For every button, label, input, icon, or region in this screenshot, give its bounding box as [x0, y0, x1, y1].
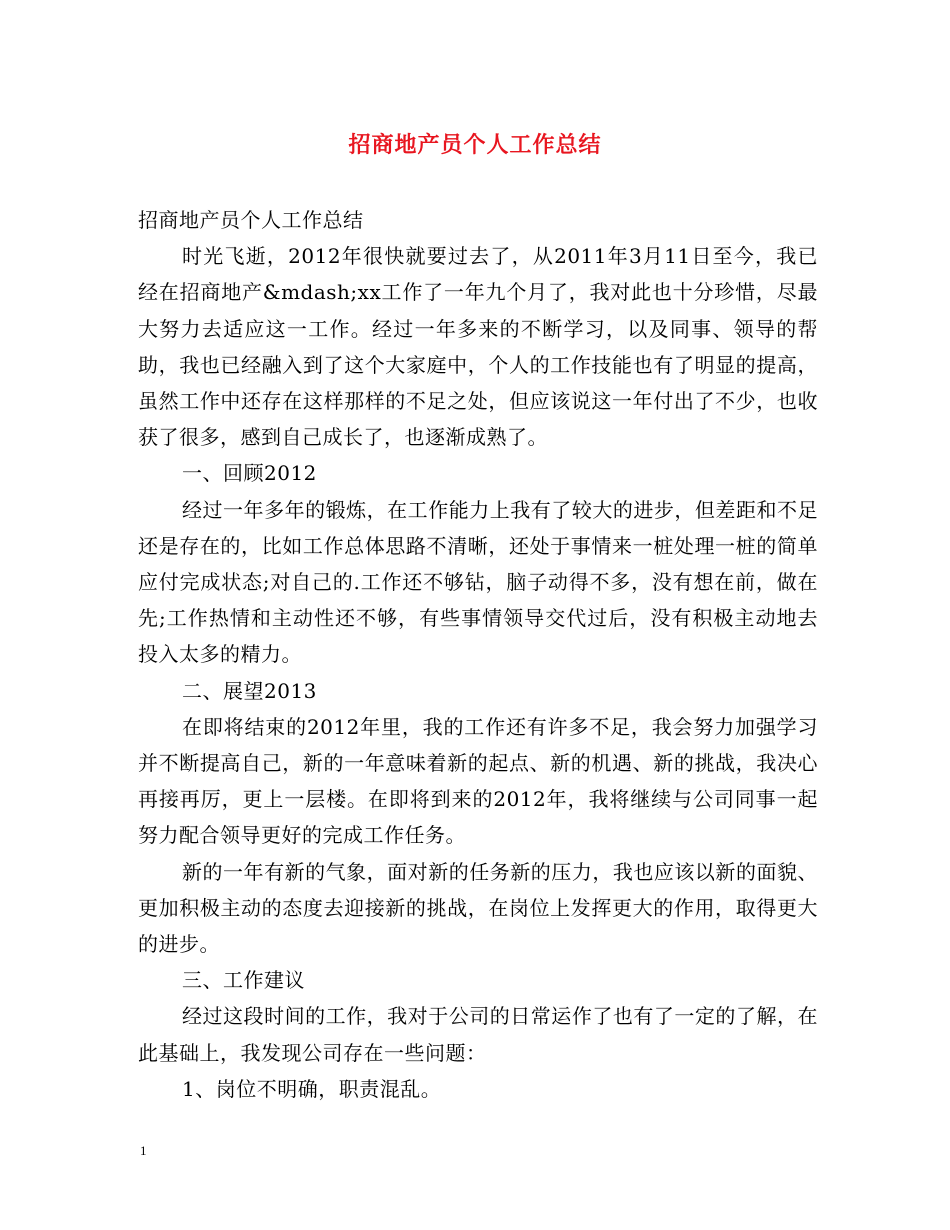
- review-paragraph: 经过一年多年的锻炼，在工作能力上我有了较大的进步，但差距和不足还是存在的，比如工作总体思路不清晰，还处于事情来一桩处理一桩的简单应付完成状态;对自己的.工作还不够钻，脑子动得不多，没有想在前，做在先;工作热情和主动性还不够，有些事情领导交代过后，没有积极主动地去投入太多的精力。: [138, 497, 818, 667]
- document-body: [138, 202, 818, 1107]
- section-heading-review: 一、回顾2012: [182, 461, 317, 486]
- intro-paragraph: 时光飞逝，2012年很快就要过去了，从2011年3月11日至今，我已经在招商地产&mdash;xx工作了一年九个月了，我对此也十分珍惜，尽最大努力去适应这一工作。经过一年多来的不断学习，以及同事、领导的帮助，我也已经融入到了这个大家庭中，个人的工作技能也有了明显的提高，虽然工作中还存在这样那样的不足之处，但应该说这一年付出了不少，也收获了很多，感到自己成长了，也逐渐成熟了。: [138, 244, 818, 450]
- document-title: 招商地产员个人工作总结: [348, 132, 602, 158]
- subtitle-paragraph: 招商地产员个人工作总结: [138, 208, 364, 232]
- suggestions-paragraph: 经过这段时间的工作，我对于公司的日常运作了也有了一定的了解，在此基础上，我发现公司存在一些问题：: [138, 1004, 818, 1065]
- outlook-paragraph-1: 在即将结束的2012年里，我的工作还有许多不足，我会努力加强学习并不断提高自己，新的一年意味着新的起点、新的机遇、新的挑战，我决心再接再厉，更上一层楼。在即将到来的2012年，我将继续与公司同事一起努力配合领导更好的完成工作任务。: [138, 714, 818, 848]
- section-heading-suggestions: 三、工作建议: [182, 968, 305, 993]
- suggestion-item-1: 1、岗位不明确，职责混乱。: [182, 1076, 442, 1101]
- section-heading-outlook: 二、展望2013: [182, 678, 317, 703]
- page-number: 1: [140, 1143, 147, 1158]
- outlook-paragraph-2: 新的一年有新的气象，面对新的任务新的压力，我也应该以新的面貌、更加积极主动的态度去迎接新的挑战，在岗位上发挥更大的作用，取得更大的进步。: [138, 859, 818, 957]
